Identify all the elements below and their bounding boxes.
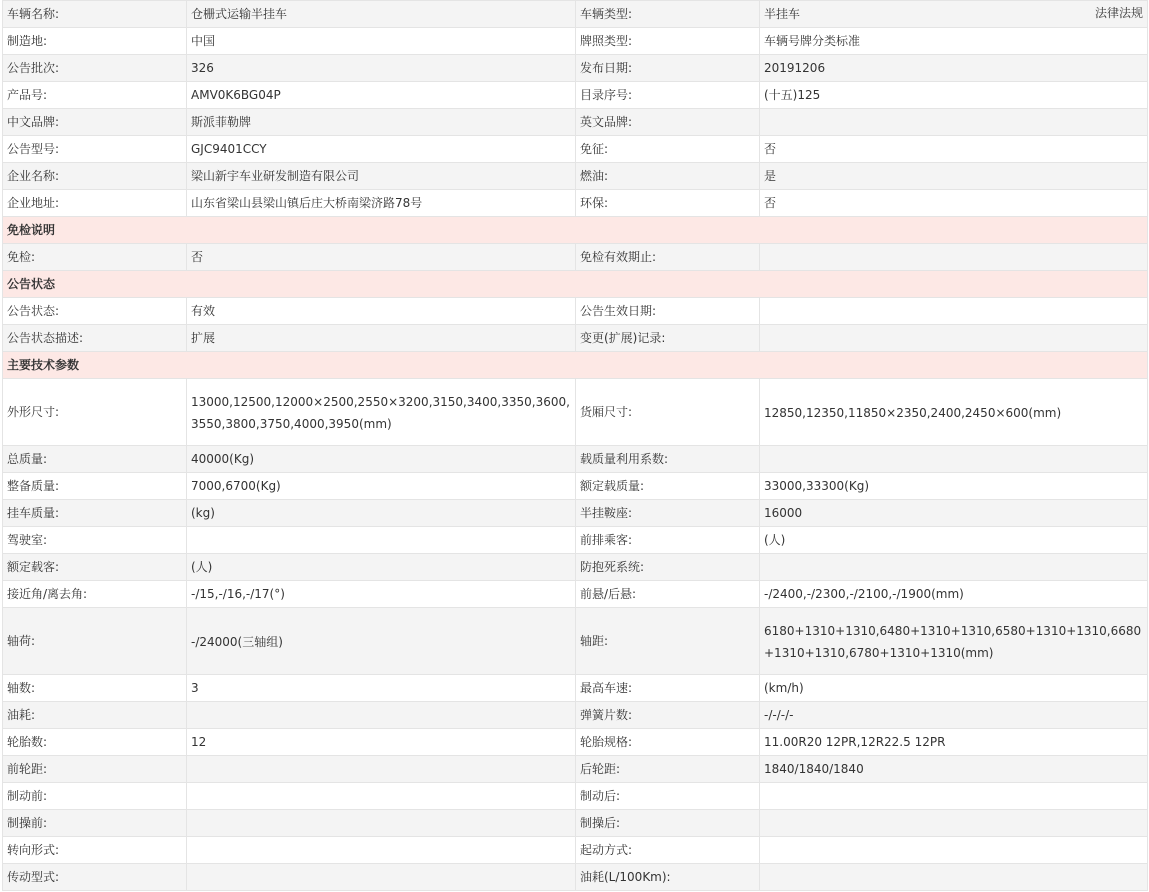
spec-row bbox=[3, 554, 1148, 581]
section-title: 免检说明 bbox=[3, 217, 1148, 244]
field-label: 轴荷: bbox=[3, 608, 187, 675]
field-label: 油耗: bbox=[3, 702, 187, 729]
field-value-text: -/24000(三轴组) bbox=[191, 634, 283, 649]
field-label: 目录序号: bbox=[576, 82, 760, 109]
spec-row bbox=[3, 28, 1148, 55]
field-label: 前悬/后悬: bbox=[576, 581, 760, 608]
section-header-row bbox=[3, 352, 1148, 379]
spec-row bbox=[3, 325, 1148, 352]
field-value bbox=[760, 810, 1148, 837]
field-value bbox=[187, 810, 576, 837]
field-value: -/2400,-/2300,-/2100,-/1900(mm) bbox=[760, 581, 1148, 608]
field-label: 转向形式: bbox=[3, 837, 187, 864]
field-label: 外形尺寸: bbox=[3, 379, 187, 446]
field-value bbox=[187, 783, 576, 810]
field-label: 制操后: bbox=[576, 810, 760, 837]
spec-row bbox=[3, 109, 1148, 136]
field-label: 牌照类型: bbox=[576, 28, 760, 55]
field-value: 斯派菲勒牌 bbox=[187, 109, 576, 136]
field-label: 产品号: bbox=[3, 82, 187, 109]
field-label: 制动后: bbox=[576, 783, 760, 810]
legal-regulations-link[interactable]: 法律法规 bbox=[1094, 6, 1143, 20]
field-value: 3 bbox=[187, 675, 576, 702]
spec-row bbox=[3, 55, 1148, 82]
field-value bbox=[187, 837, 576, 864]
section-header-row bbox=[3, 217, 1148, 244]
field-label: 后轮距: bbox=[576, 756, 760, 783]
field-value bbox=[187, 379, 576, 446]
field-value: 11.00R20 12PR,12R22.5 12PR bbox=[760, 729, 1148, 756]
field-value: 1840/1840/1840 bbox=[760, 756, 1148, 783]
spec-row bbox=[3, 527, 1148, 554]
section-title: 公告状态 bbox=[3, 271, 1148, 298]
field-label: 接近角/离去角: bbox=[3, 581, 187, 608]
field-label: 额定载质量: bbox=[576, 473, 760, 500]
spec-table-body bbox=[3, 1, 1148, 891]
field-value: 否 bbox=[760, 190, 1148, 217]
field-value bbox=[760, 608, 1148, 675]
field-value: 12 bbox=[187, 729, 576, 756]
field-value: 326 bbox=[187, 55, 576, 82]
field-label: 环保: bbox=[576, 190, 760, 217]
field-label: 燃油: bbox=[576, 163, 760, 190]
field-label: 免检: bbox=[3, 244, 187, 271]
field-label: 驾驶室: bbox=[3, 527, 187, 554]
field-label: 免检有效期止: bbox=[576, 244, 760, 271]
field-value bbox=[760, 783, 1148, 810]
field-value bbox=[760, 109, 1148, 136]
field-label: 轴距: bbox=[576, 608, 760, 675]
field-label: 车辆类型: bbox=[576, 1, 760, 28]
spec-row bbox=[3, 810, 1148, 837]
field-label: 公告生效日期: bbox=[576, 298, 760, 325]
field-value: 梁山新宇车业研发制造有限公司 bbox=[187, 163, 576, 190]
field-value: 扩展 bbox=[187, 325, 576, 352]
field-label: 半挂鞍座: bbox=[576, 500, 760, 527]
field-value: 否 bbox=[187, 244, 576, 271]
spec-row bbox=[3, 729, 1148, 756]
field-label: 挂车质量: bbox=[3, 500, 187, 527]
field-label: 免征: bbox=[576, 136, 760, 163]
field-value bbox=[760, 298, 1148, 325]
field-value: GJC9401CCY bbox=[187, 136, 576, 163]
field-value bbox=[187, 527, 576, 554]
field-value bbox=[760, 244, 1148, 271]
field-label: 公告状态: bbox=[3, 298, 187, 325]
field-value: 中国 bbox=[187, 28, 576, 55]
field-value bbox=[760, 864, 1148, 891]
spec-row bbox=[3, 190, 1148, 217]
vehicle-spec-table bbox=[2, 0, 1148, 891]
field-label: 传动型式: bbox=[3, 864, 187, 891]
field-value bbox=[187, 756, 576, 783]
field-label: 前轮距: bbox=[3, 756, 187, 783]
field-value: 车辆号牌分类标准 bbox=[760, 28, 1148, 55]
field-label: 公告批次: bbox=[3, 55, 187, 82]
field-label: 防抱死系统: bbox=[576, 554, 760, 581]
field-label: 轮胎规格: bbox=[576, 729, 760, 756]
field-value: 仓栅式运输半挂车 bbox=[187, 1, 576, 28]
field-label: 货厢尺寸: bbox=[576, 379, 760, 446]
spec-row bbox=[3, 136, 1148, 163]
field-value bbox=[760, 837, 1148, 864]
field-value-text: 6180+1310+1310,6480+1310+1310,6580+1310+1310,6680+1310+1310,6780+1310+1310(mm) bbox=[764, 623, 1142, 660]
field-value: 20191206 bbox=[760, 55, 1148, 82]
field-value-text: 13000,12500,12000×2500,2550×3200,3150,3400,3350,3600,3550,3800,3750,4000,3950(mm) bbox=[191, 394, 570, 431]
field-value: 40000(Kg) bbox=[187, 446, 576, 473]
field-label: 车辆名称: bbox=[3, 1, 187, 28]
field-label: 制造地: bbox=[3, 28, 187, 55]
field-value bbox=[187, 608, 576, 675]
field-value: 半挂车 bbox=[760, 1, 1148, 28]
field-label: 制操前: bbox=[3, 810, 187, 837]
spec-row bbox=[3, 446, 1148, 473]
field-label: 公告型号: bbox=[3, 136, 187, 163]
field-label: 前排乘客: bbox=[576, 527, 760, 554]
spec-row bbox=[3, 298, 1148, 325]
field-label: 载质量利用系数: bbox=[576, 446, 760, 473]
spec-row bbox=[3, 756, 1148, 783]
field-label: 英文品牌: bbox=[576, 109, 760, 136]
field-value bbox=[187, 702, 576, 729]
field-label: 总质量: bbox=[3, 446, 187, 473]
field-label: 中文品牌: bbox=[3, 109, 187, 136]
field-value: (km/h) bbox=[760, 675, 1148, 702]
field-label: 轴数: bbox=[3, 675, 187, 702]
field-label: 起动方式: bbox=[576, 837, 760, 864]
field-label: 制动前: bbox=[3, 783, 187, 810]
field-label: 轮胎数: bbox=[3, 729, 187, 756]
spec-row bbox=[3, 675, 1148, 702]
spec-row bbox=[3, 837, 1148, 864]
field-value: (kg) bbox=[187, 500, 576, 527]
field-label: 油耗(L/100Km): bbox=[576, 864, 760, 891]
spec-row bbox=[3, 702, 1148, 729]
field-value: (人) bbox=[760, 527, 1148, 554]
field-value: AMV0K6BG04P bbox=[187, 82, 576, 109]
field-value: 33000,33300(Kg) bbox=[760, 473, 1148, 500]
spec-row bbox=[3, 1, 1148, 28]
field-label: 企业名称: bbox=[3, 163, 187, 190]
field-value: 否 bbox=[760, 136, 1148, 163]
spec-row bbox=[3, 500, 1148, 527]
field-value: 是 bbox=[760, 163, 1148, 190]
field-label: 发布日期: bbox=[576, 55, 760, 82]
field-value: 有效 bbox=[187, 298, 576, 325]
field-value: 山东省梁山县梁山镇后庄大桥南梁济路78号 bbox=[187, 190, 576, 217]
spec-row bbox=[3, 163, 1148, 190]
spec-row bbox=[3, 608, 1148, 675]
field-value bbox=[760, 554, 1148, 581]
field-value: (十五)125 bbox=[760, 82, 1148, 109]
spec-row bbox=[3, 244, 1148, 271]
field-value: 16000 bbox=[760, 500, 1148, 527]
spec-row bbox=[3, 379, 1148, 446]
field-label: 公告状态描述: bbox=[3, 325, 187, 352]
spec-row bbox=[3, 864, 1148, 891]
section-title: 主要技术参数 bbox=[3, 352, 1148, 379]
field-label: 变更(扩展)记录: bbox=[576, 325, 760, 352]
field-value bbox=[760, 325, 1148, 352]
spec-row bbox=[3, 82, 1148, 109]
field-value bbox=[760, 446, 1148, 473]
field-value-text: 12850,12350,11850×2350,2400,2450×600(mm) bbox=[764, 405, 1062, 420]
field-label: 最高车速: bbox=[576, 675, 760, 702]
field-value bbox=[760, 379, 1148, 446]
field-value bbox=[187, 864, 576, 891]
field-value: -/-/-/- bbox=[760, 702, 1148, 729]
spec-row bbox=[3, 581, 1148, 608]
field-label: 整备质量: bbox=[3, 473, 187, 500]
spec-row bbox=[3, 473, 1148, 500]
section-header-row bbox=[3, 271, 1148, 298]
spec-row bbox=[3, 783, 1148, 810]
field-label: 弹簧片数: bbox=[576, 702, 760, 729]
field-value: -/15,-/16,-/17(°) bbox=[187, 581, 576, 608]
field-value: (人) bbox=[187, 554, 576, 581]
field-label: 企业地址: bbox=[3, 190, 187, 217]
field-value: 7000,6700(Kg) bbox=[187, 473, 576, 500]
field-label: 额定载客: bbox=[3, 554, 187, 581]
